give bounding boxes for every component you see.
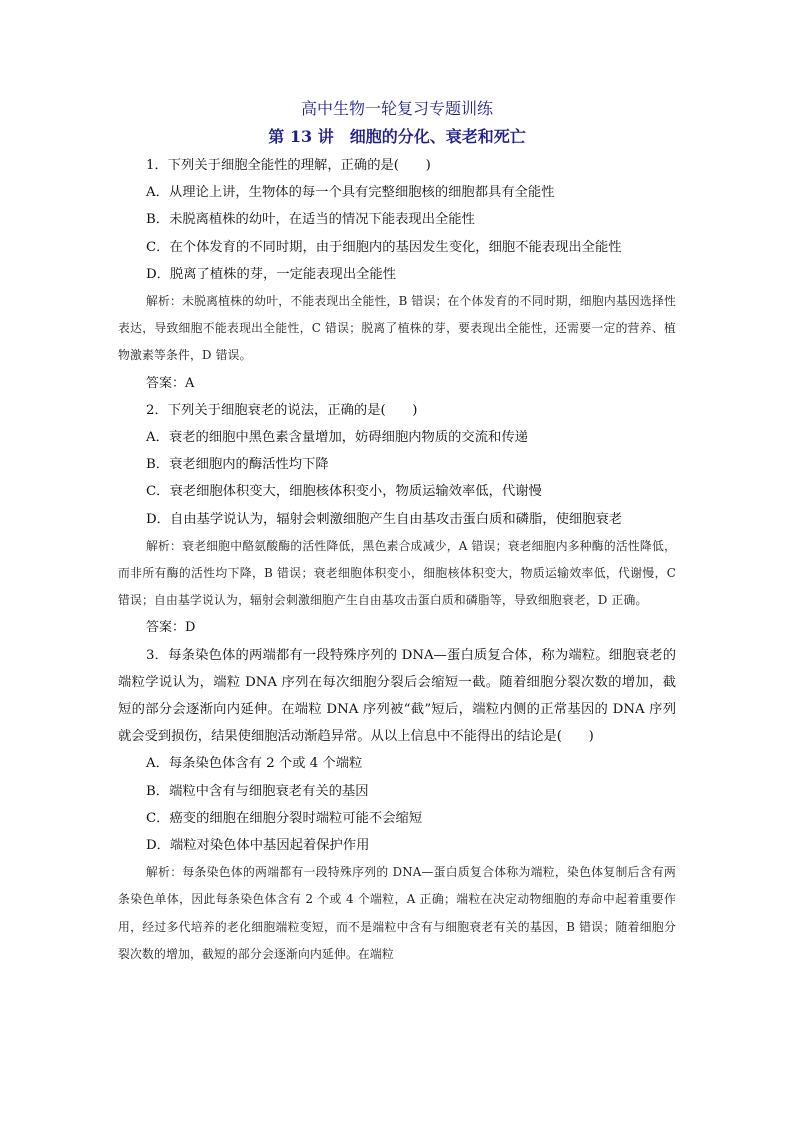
question-stem: 2．下列关于细胞衰老的说法，正确的是( ) [146,402,418,418]
question-stem: 1．下列关于细胞全能性的理解，正确的是( ) [146,158,431,173]
document-page [118,96,676,968]
lesson-subtitle: 第 13 讲 细胞的分化、衰老和死亡 [268,127,526,146]
option-b: B．衰老细胞内的酶活性均下降 [146,457,329,473]
question-3 [118,642,676,968]
analysis-text: 解析：每条染色体的两端都有一段特殊序列的 DNA—蛋白质复合体称为端粒，染色体复制后含有两条染色单体，因此每条染色体含有 2 个或 4 个端粒，A 正确；端粒在决定动物细胞的寿命中起着重要作用，经过多代培养的老化细胞端粒变短，而不是端粒中含有与细胞衰老有关的基因，B 错误；随着细胞分裂次数的增加，截短的部分会逐渐向内延伸。在端粒 [118,865,676,961]
document-title: 高中生物一轮复习专题训练 [300,99,493,118]
analysis-text: 解析：未脱离植株的幼叶，不能表现出全能性，B 错误；在个体发育的不同时期，细胞内基因选择性表达，导致细胞不能表现出全能性，C 错误；脱离了植株的芽，要表现出全能性，还需要一定的营养、植物激素等条件，D 错误。 [118,294,676,363]
option-c: C．在个体发育的不同时期，由于细胞内的基因发生变化，细胞不能表现出全能性 [146,239,622,255]
option-b: B．未脱离植株的幼叶，在适当的情况下能表现出全能性 [146,212,475,228]
answer-text: 答案：A [146,375,195,391]
option-a: A．衰老的细胞中黑色素含量增加，妨碍细胞内物质的交流和传递 [146,430,528,446]
question-1 [118,152,676,397]
option-d: D．脱离了植株的芽，一定能表现出全能性 [146,266,397,282]
answer-text: 答案：D [146,620,196,636]
option-c: C．癌变的细胞在细胞分裂时端粒可能不会缩短 [146,810,423,826]
analysis-text: 解析：衰老细胞中酪氨酸酶的活性降低，黑色素合成减少，A 错误；衰老细胞内多种酶的活性降低，而非所有酶的活性均下降，B 错误；衰老细胞体积变小，细胞核体积变大，物质运输效率低，代谢慢，C 错误；自由基学说认为，辐射会刺激细胞产生自由基攻击蛋白质和磷脂等，导致细胞衰老，D 正确。 [118,538,676,608]
question-2 [118,397,676,642]
question-stem: 3．每条染色体的两端都有一段特殊序列的 DNA—蛋白质复合体，称为端粒。细胞衰老的端粒学说认为，端粒 DNA 序列在每次细胞分裂后会缩短一截。随着细胞分裂次数的增加，截短的部分会逐渐向内延伸。在端粒 DNA 序列被“截”短后，端粒内侧的正常基因的 DNA 序列就会受到损伤，结果使细胞活动渐趋异常。从以上信息中不能得出的结论是( ) [118,647,676,745]
option-a: A．从理论上讲，生物体的每一个具有完整细胞核的细胞都具有全能性 [146,185,555,201]
option-d: D．端粒对染色体中基因起着保护作用 [146,838,370,854]
option-d: D．自由基学说认为，辐射会刺激细胞产生自由基攻击蛋白质和磷脂，使细胞衰老 [146,511,623,527]
option-a: A．每条染色体含有 2 个或 4 个端粒 [146,756,363,772]
option-b: B．端粒中含有与细胞衰老有关的基因 [146,783,369,799]
option-c: C．衰老细胞体积变大，细胞核体积变小，物质运输效率低，代谢慢 [146,484,542,500]
